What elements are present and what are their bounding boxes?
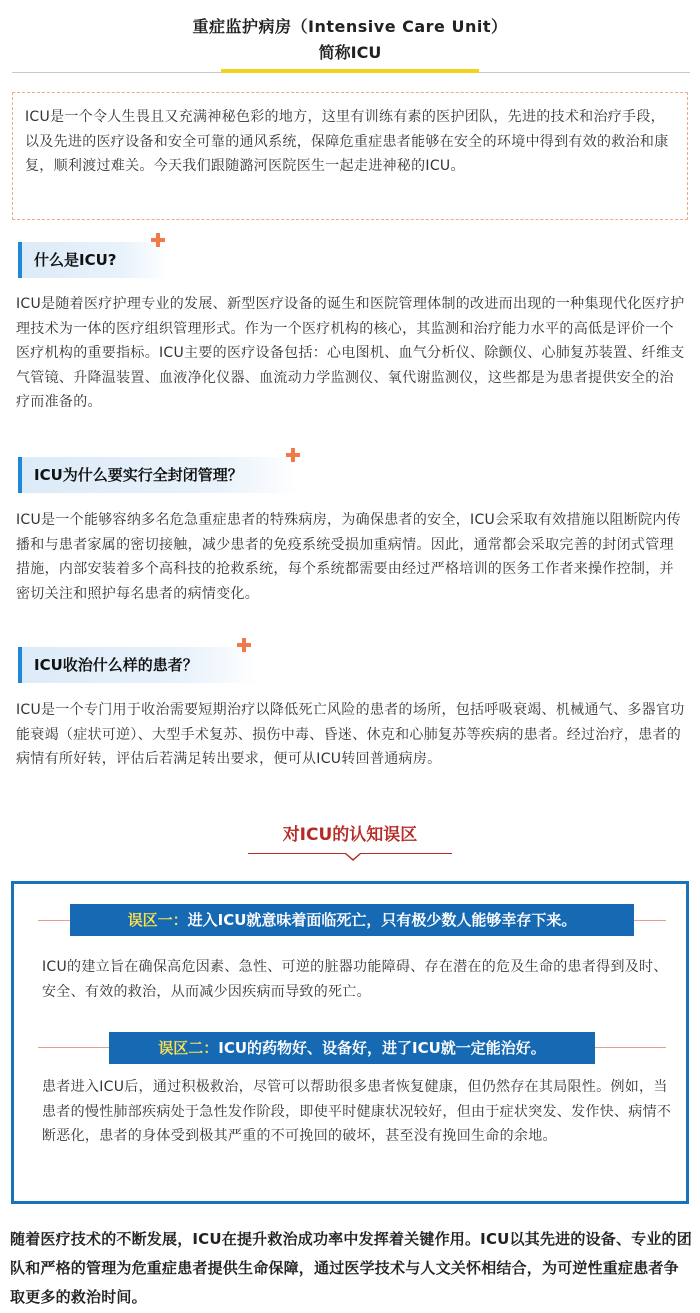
myth-claim: ICU的药物好、设备好，进了ICU就一定能治好。: [218, 1039, 546, 1057]
section-heading-label: ICU为什么要实行全封闭管理？: [34, 466, 243, 484]
section-heading-admitted-patients: [18, 647, 258, 683]
section-heading-label: 什么是ICU?: [34, 251, 117, 269]
section-body-closed-management: ICU是一个能够容纳多名危急重症患者的特殊病房，为确保患者的安全，ICU会采取有效措施以阻断院内传播和与患者家属的密切接触，减少患者的免疫系统受损加重病情。因此，通常都会采取完善的封闭式管理措施，内部安装着多个高科技的抢救系统，每个系统都需要由经过严格培训的医务工作者来操作控制，并密切关注和照护每名患者的病情变化。: [16, 512, 681, 602]
myth-explanation-1: ICU的建立旨在确保高危因素、急性、可逆的脏器功能障碍、存在潜在的危及生命的患者得到及时、安全、有效的救治，从而减少因疾病而导致的死亡。: [42, 959, 668, 1000]
section-heading-what-is-icu: [18, 242, 168, 278]
page-title: 重症监护病房（Intensive Care Unit）: [192, 17, 508, 36]
myth-tag: 误区二：: [158, 1039, 219, 1057]
myth-label-1: [70, 904, 634, 936]
plus-icon: [151, 233, 165, 247]
section-body-admitted-patients: ICU是一个专门用于收治需要短期治疗以降低死亡风险的患者的场所，包括呼吸衰竭、机械通气、多器官功能衰竭（症状可逆）、大型手术复苏、损伤中毒、昏迷、休克和心肺复苏等疾病的患者。经过治疗，患者的病情有所好转，评估后若满足转出要求，便可从ICU转回普通病房。: [16, 702, 685, 768]
myth-explanation-2: 患者进入ICU后，通过积极救治，尽管可以帮助很多患者恢复健康，但仍然存在其局限性。例如，当患者的慢性肺部疾病处于急性发作阶段，即使平时健康状况较好，但由于症状突发、发作快、病情不断恶化，患者的身体受到极其严重的不可挽回的破坏，甚至没有挽回生命的余地。: [42, 1079, 672, 1144]
section-heading-closed-management: [18, 457, 300, 493]
closing-paragraph: 随着医疗技术的不断发展，ICU在提升救治成功率中发挥着关键作用。ICU以其先进的设备、专业的团队和严格的管理为危重症患者提供生命保障，通过医学技术与人文关怀相结合，为可逆性重症患者争取更多的救治时间。: [10, 1230, 692, 1306]
myth-tag: 误区一：: [127, 911, 188, 929]
page-header: [0, 14, 700, 66]
page-subtitle: 简称ICU: [318, 43, 382, 62]
plus-icon: [286, 448, 300, 462]
myth-box: [11, 881, 689, 1204]
chevron-down-icon-inner: [346, 853, 360, 859]
myth-claim: 进入ICU就意味着面临死亡，只有极少数人能够幸存下来。: [187, 911, 577, 929]
cognition-title: 对ICU的认知误区: [282, 825, 418, 845]
myth-label-2: [109, 1032, 595, 1064]
header-underline-accent: [221, 69, 479, 73]
plus-icon: [237, 638, 251, 652]
section-heading-label: ICU收治什么样的患者？: [34, 656, 198, 674]
section-body-what-is-icu: ICU是随着医疗护理专业的发展、新型医疗设备的诞生和医院管理体制的改进而出现的一种集现代化医疗护理技术为一体的医疗组织管理形式。作为一个医疗机构的核心，其监测和治疗能力水平的高低是评价一个医疗机构的重要指标。ICU主要的医疗设备包括：心电图机、血气分析仪、除颤仪、心肺复苏装置、纤维支气管镜、升降温装置、血液净化仪器、血流动力学监测仪、氧代谢监测仪，这些都是为患者提供安全的治疗而准备的。: [16, 296, 685, 411]
intro-box: ICU是一个令人生畏且又充满神秘色彩的地方，这里有训练有素的医护团队，先进的技术和治疗手段，以及先进的医疗设备和安全可靠的通风系统，保障危重症患者能够在安全的环境中得到有效的救治和康复，顺利渡过难关。今天我们跟随潞河医院医生一起走进神秘的ICU。: [12, 92, 688, 220]
